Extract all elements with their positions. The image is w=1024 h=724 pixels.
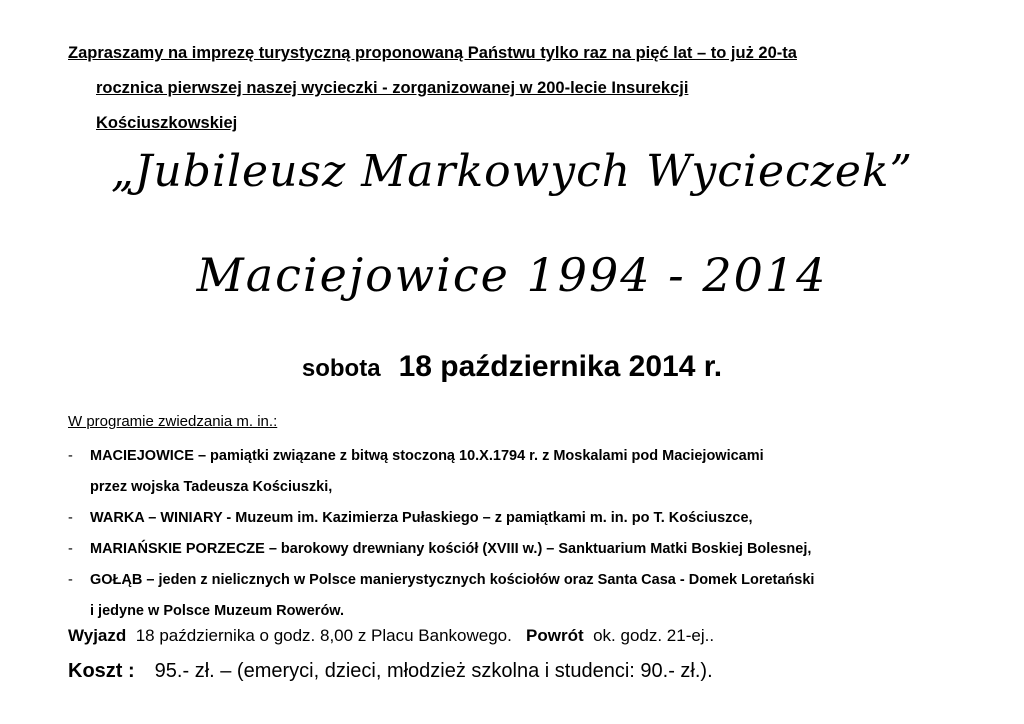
list-bullet: -	[68, 510, 73, 526]
return-label: Powrót	[526, 626, 584, 645]
departure-label: Wyjazd	[68, 626, 127, 645]
list-item-text: MARIAŃSKIE PORZECZE – barokowy drewniany kościół (XVIII w.) – Sanktuarium Matki Boskiej Bolesnej,	[90, 541, 812, 557]
list-item-text: MACIEJOWICE – pamiątki związane z bitwą stoczoną 10.X.1794 r. z Moskalami pod Maciejowicami	[90, 448, 764, 464]
list-item-text: i jedyne w Polsce Muzeum Rowerów.	[90, 603, 345, 619]
cost-info	[68, 660, 713, 683]
list-item	[68, 534, 988, 565]
departure-text: 18 października o godz. 8,00 z Placu Bankowego.	[135, 626, 512, 645]
cost-text: 95.- zł. – (emeryci, dzieci, młodzież szkolna i studenci: 90.- zł.).	[154, 660, 713, 682]
list-item-text: WARKA – WINIARY - Muzeum im. Kazimierza Pułaskiego – z pamiątkami m. in. po T. Kościuszce,	[90, 510, 753, 526]
event-date	[0, 350, 1024, 384]
intro-line-1: Zapraszamy na imprezę turystyczną proponowaną Państwu tylko raz na pięć lat – to już 20-ta	[68, 44, 797, 62]
event-subtitle: Maciejowice 1994 - 2014	[196, 248, 828, 302]
travel-info	[68, 626, 714, 646]
intro-line-2: rocznica pierwszej naszej wycieczki - zorganizowanej w 200-lecie Insurekcji	[96, 79, 689, 97]
list-item	[68, 565, 988, 596]
cost-label: Koszt :	[68, 660, 135, 682]
list-item-continuation	[68, 596, 988, 627]
list-item	[68, 441, 988, 472]
list-bullet: -	[68, 572, 73, 588]
intro-paragraph	[68, 36, 968, 141]
event-date-value: 18 października 2014 r.	[398, 350, 723, 383]
return-text: ok. godz. 21-ej..	[593, 626, 715, 645]
list-bullet: -	[68, 448, 73, 464]
list-item-continuation	[68, 472, 988, 503]
list-bullet: -	[68, 541, 73, 557]
list-item-text: przez wojska Tadeusza Kościuszki,	[90, 479, 333, 495]
program-list	[68, 441, 988, 627]
intro-line-3: Kościuszkowskiej	[96, 114, 238, 132]
program-heading: W programie zwiedzania m. in.:	[68, 413, 278, 430]
event-day: sobota	[301, 355, 381, 382]
list-item-text: GOŁĄB – jeden z nielicznych w Polsce manierystycznych kościołów oraz Santa Casa - Domek Loretański	[90, 572, 815, 588]
list-item	[68, 503, 988, 534]
event-title: „Jubileusz Markowych Wycieczek”	[110, 146, 914, 197]
